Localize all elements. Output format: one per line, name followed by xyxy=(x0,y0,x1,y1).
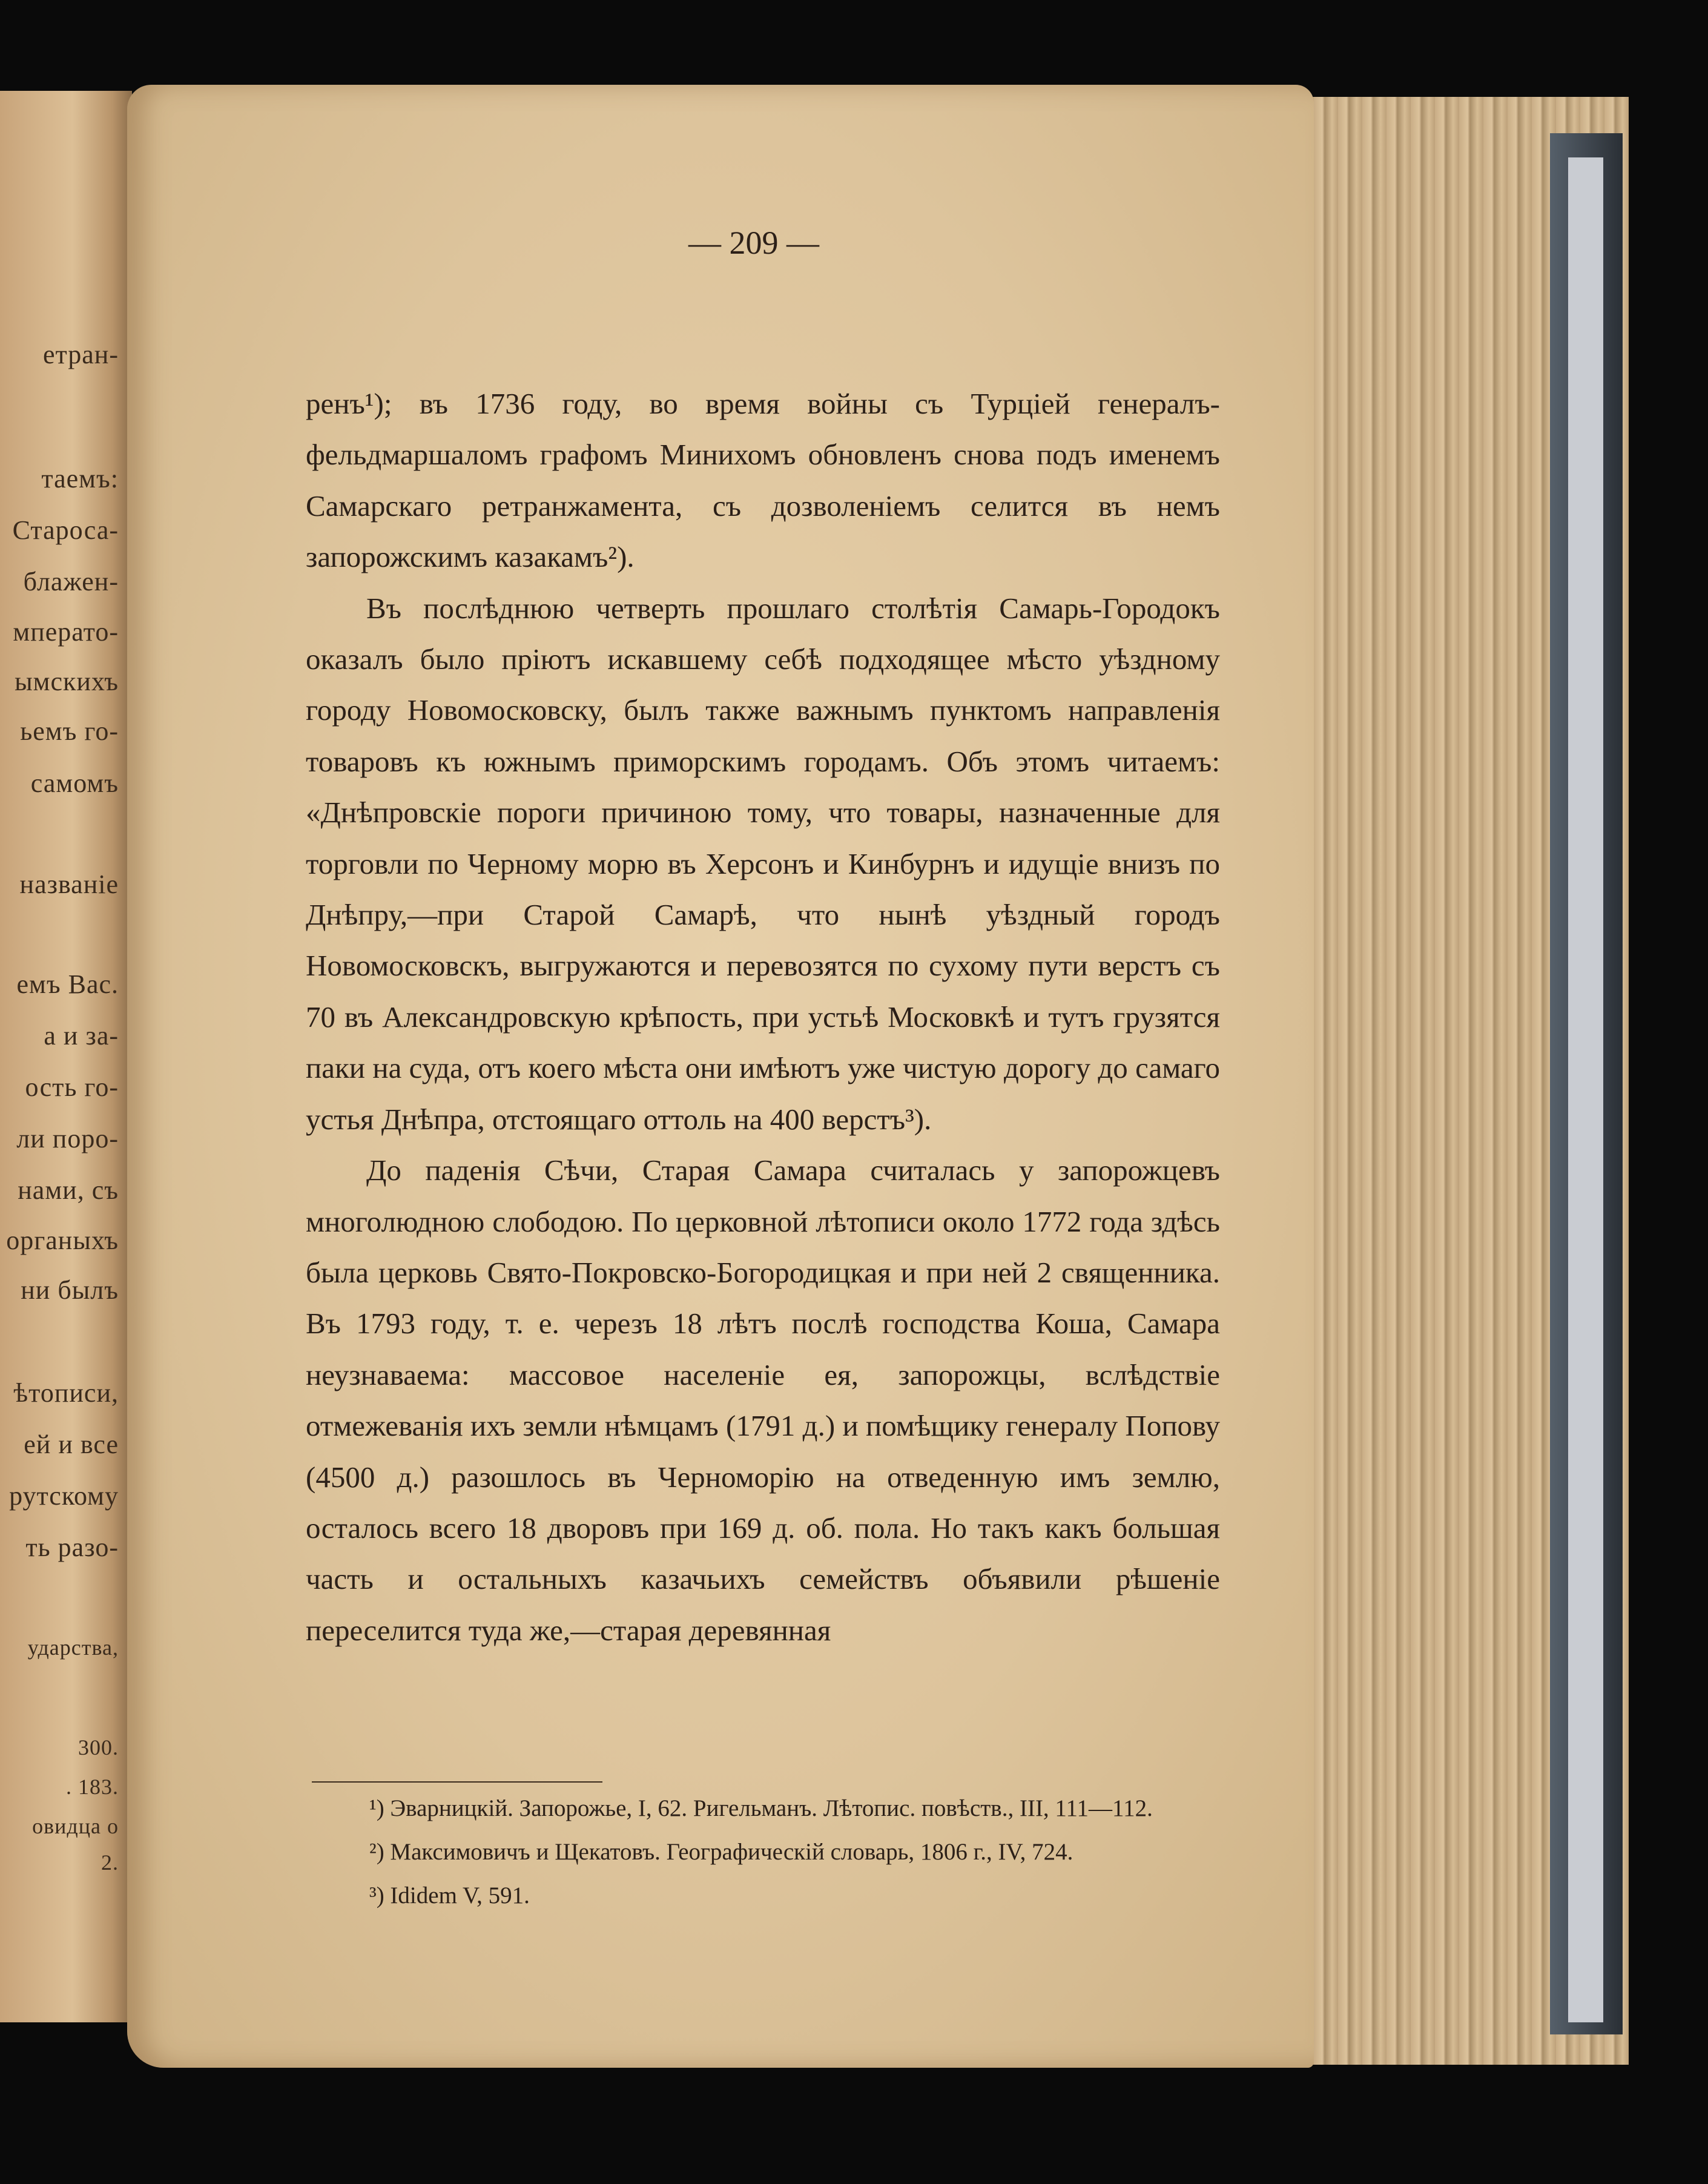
footnote: ²) Максимовичъ и Щекатовъ. Географическій словарь, 1806 г., IV, 724. xyxy=(369,1839,1073,1865)
paragraph: Въ послѣднюю четверть прошлаго столѣтія Самарь-Городокъ оказалъ было пріютъ искавшему себѣ подходящее мѣсто уѣздному городу Новомосковску, былъ также важнымъ пунктомъ направленія товаровъ къ южнымъ приморскимъ городамъ. Объ этомъ читаемъ: «Днѣпровскіе пороги причиною тому, что товары, назначенные для торговли по Черному морю въ Херсонъ и Кинбурнъ и идущіе внизъ по Днѣпру,—при Старой Самарѣ, что нынѣ уѣздный городъ Новомосковскъ, выгружаются и перевозятся по сухому пути верстъ съ 70 въ Александровскую крѣпость, при устьѣ Московкѣ и тутъ грузятся паки на суда, отъ коего мѣста они имѣютъ уже чистую дорогу до самаго устья Днѣпра, отстоящаго оттоль на 400 верстъ³). xyxy=(306,591,1220,1136)
left-page-line: таемъ: xyxy=(41,464,119,493)
book-cover-edge xyxy=(1568,157,1603,2022)
footnote-separator xyxy=(312,1781,602,1783)
main-page xyxy=(127,85,1314,2068)
left-page-line: емъ Вас. xyxy=(16,969,119,999)
left-page-line: ость го- xyxy=(25,1072,119,1102)
left-page-line: 2. xyxy=(101,1850,119,1875)
left-page-line: ѣтописи, xyxy=(13,1378,119,1408)
left-page-line: . 183. xyxy=(66,1775,119,1799)
left-page-line: блажен- xyxy=(23,567,119,596)
left-page-line: названіе xyxy=(19,869,119,899)
body-text xyxy=(306,378,1220,1656)
left-page-line: ударства, xyxy=(27,1635,119,1660)
left-page-line: мперато- xyxy=(13,617,119,647)
paragraph: До паденія Сѣчи, Старая Самара считалась у запорожцевъ многолюдною слободою. По церковной лѣтописи около 1772 года здѣсь была церковь Свято-Покровско-Богородицкая и при ней 2 священника. Въ 1793 году, т. е. черезъ 18 лѣтъ послѣ господства Коша, Самара неузнаваема: массовое населеніе ея, запорожцы, вслѣдствіе отмежеванія ихъ земли нѣмцамъ (1791 д.) и помѣщику генералу Попову (4500 д.) разошлось въ Черноморію на отведенную имъ землю, осталось всего 18 дворовъ при 169 д. об. пола. Но такъ какъ большая часть и остальныхъ казачьихъ семействъ объявили рѣшеніе переселится туда же,—старая деревянная xyxy=(306,1153,1220,1647)
left-page-line: нами, съ xyxy=(18,1175,119,1205)
left-page-line: рутскому xyxy=(9,1481,119,1511)
left-page-line: ей и все xyxy=(24,1430,119,1459)
left-page-line: Староса- xyxy=(12,515,119,545)
left-page-line: ымскихъ xyxy=(15,667,119,696)
footnote: ¹) Эварницкій. Запорожье, I, 62. Ригельманъ. Лѣтопис. повѣств., III, 111—112. xyxy=(369,1795,1153,1821)
left-page-line: самомъ xyxy=(30,768,119,798)
left-page-line: органыхъ xyxy=(6,1226,119,1255)
paragraph: ренъ¹); въ 1736 году, во время войны съ Турціей генералъ-фельдмаршаломъ графомъ Минихомъ обновленъ снова подъ именемъ Самарскаго ретранжамента, съ дозволеніемъ селится въ немъ запорожскимъ казакамъ²). xyxy=(306,387,1220,574)
footnote: ³) Ididem V, 591. xyxy=(369,1882,530,1909)
left-page-line: ли поро- xyxy=(16,1124,119,1153)
page-number: — 209 — xyxy=(688,225,819,261)
left-page-line: 300. xyxy=(78,1735,119,1760)
left-page xyxy=(0,91,132,2022)
left-page-line: ни былъ xyxy=(21,1275,119,1305)
left-page-line: ть разо- xyxy=(25,1532,119,1562)
left-page-line: овидца о xyxy=(32,1814,119,1838)
footnotes xyxy=(309,1789,1217,1920)
left-page-line: а и за- xyxy=(44,1021,119,1051)
left-page-line: етран- xyxy=(42,340,119,369)
left-page-line: ьемъ го- xyxy=(20,716,119,746)
